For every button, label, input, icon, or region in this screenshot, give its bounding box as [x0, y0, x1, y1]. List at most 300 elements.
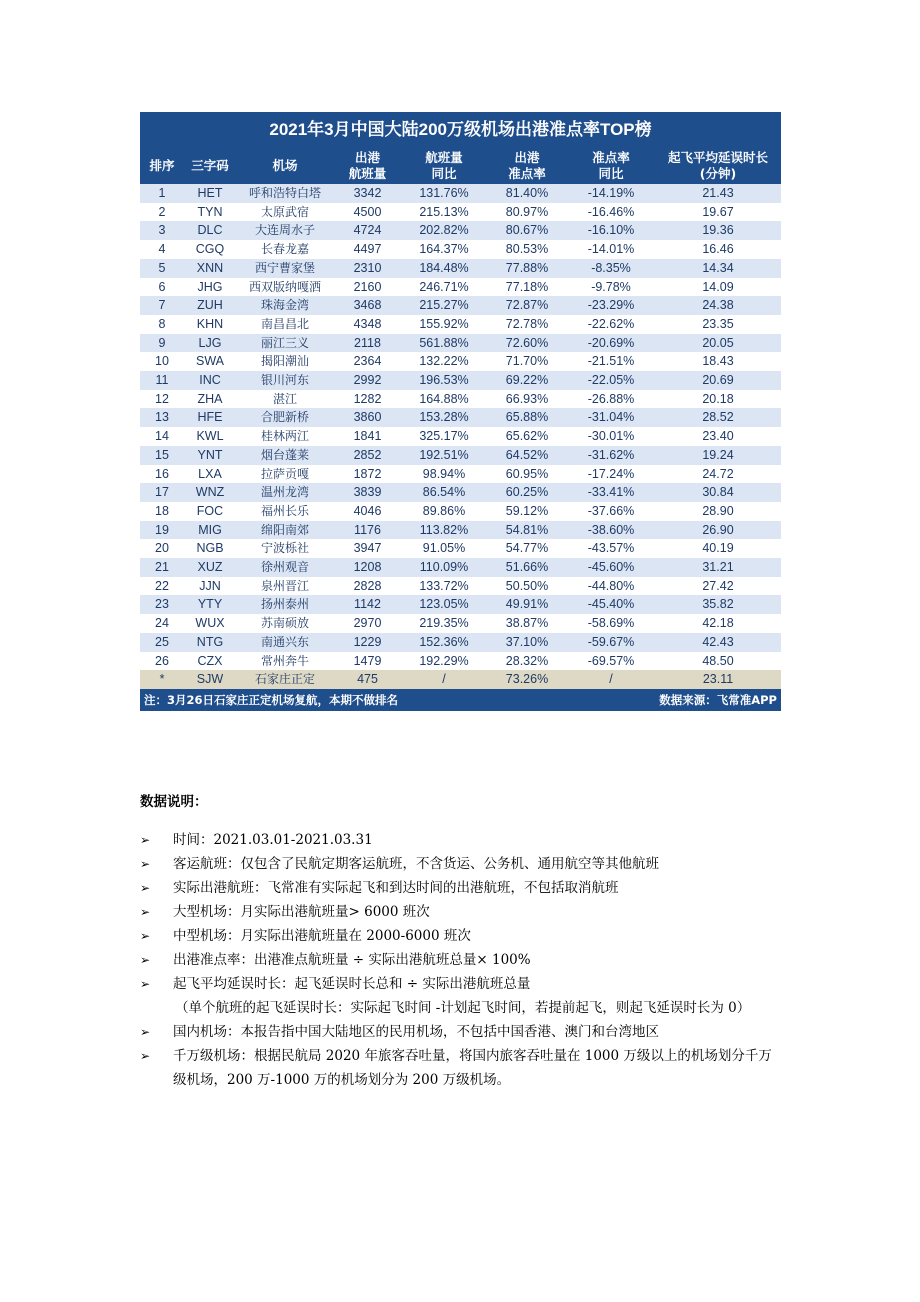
table-cell: 16	[140, 465, 184, 484]
table-cell: -30.01%	[567, 427, 655, 446]
table-row	[140, 502, 781, 521]
table-cell: 12	[140, 390, 184, 409]
table-cell: DLC	[184, 221, 236, 240]
table-cell: 24.38	[655, 296, 781, 315]
table-cell: 1208	[334, 558, 401, 577]
table-cell: 1872	[334, 465, 401, 484]
note-item	[140, 828, 780, 852]
note-text: 起飞平均延误时长：起飞延误时长总和 ÷ 实际出港航班总量	[173, 976, 531, 992]
note-text: 千万级机场：根据民航局 2020 年旅客吞吐量，将国内旅客吞吐量在 1000 万级以上的机场划分千万级机场，200 万-1000 万的机场划分为 200 万级机场。	[173, 1048, 772, 1088]
table-cell: 31.21	[655, 558, 781, 577]
arrow-bullet-icon: ➢	[140, 1049, 151, 1063]
table-row	[140, 315, 781, 334]
table-cell: -37.66%	[567, 502, 655, 521]
table-cell: 64.52%	[487, 446, 567, 465]
table-cell: 72.78%	[487, 315, 567, 334]
table-cell: 揭阳潮汕	[236, 352, 334, 371]
table-cell: 2828	[334, 577, 401, 596]
table-row	[140, 633, 781, 652]
ranking-table	[140, 148, 781, 689]
table-cell: 80.67%	[487, 221, 567, 240]
note-text: 出港准点率：出港准点航班量 ÷ 实际出港航班总量× 100%	[173, 952, 531, 968]
table-cell: 温州龙湾	[236, 483, 334, 502]
table-row	[140, 558, 781, 577]
table-cell: 4497	[334, 240, 401, 259]
table-cell: -58.69%	[567, 614, 655, 633]
table-cell: 石家庄正定	[236, 670, 334, 689]
table-cell: WNZ	[184, 483, 236, 502]
table-cell: 20.05	[655, 334, 781, 353]
table-cell: 桂林两江	[236, 427, 334, 446]
table-cell: 4348	[334, 315, 401, 334]
table-cell: 16.46	[655, 240, 781, 259]
header-cell	[401, 148, 487, 184]
table-cell: -45.60%	[567, 558, 655, 577]
table-cell: HFE	[184, 408, 236, 427]
header-cell	[655, 148, 781, 184]
table-cell: -69.57%	[567, 652, 655, 671]
table-cell: 2970	[334, 614, 401, 633]
table-cell: -33.41%	[567, 483, 655, 502]
table-cell: -20.69%	[567, 334, 655, 353]
table-cell: 20.18	[655, 390, 781, 409]
table-cell: 2118	[334, 334, 401, 353]
table-cell: 18.43	[655, 352, 781, 371]
note-text: 实际出港航班：飞常准有实际起飞和到达时间的出港航班，不包括取消航班	[173, 880, 619, 896]
table-row	[140, 595, 781, 614]
table-cell: 131.76%	[401, 184, 487, 203]
table-cell: 153.28%	[401, 408, 487, 427]
table-cell: 14.09	[655, 278, 781, 297]
table-cell: 4046	[334, 502, 401, 521]
table-cell: 2364	[334, 352, 401, 371]
table-cell: 28.32%	[487, 652, 567, 671]
table-cell: 325.17%	[401, 427, 487, 446]
table-cell: ZHA	[184, 390, 236, 409]
table-cell: 10	[140, 352, 184, 371]
table-cell: INC	[184, 371, 236, 390]
table-body	[140, 184, 781, 689]
table-cell: 南通兴东	[236, 633, 334, 652]
table-row	[140, 446, 781, 465]
table-cell: JJN	[184, 577, 236, 596]
table-cell: 6	[140, 278, 184, 297]
table-cell: 2160	[334, 278, 401, 297]
header-cell-line: 排序	[149, 158, 175, 173]
table-cell: 98.94%	[401, 465, 487, 484]
table-cell: 14.34	[655, 259, 781, 278]
table-cell: 1229	[334, 633, 401, 652]
table-cell: 3947	[334, 539, 401, 558]
header-cell-line: 航班量	[425, 150, 463, 165]
table-cell: 4500	[334, 203, 401, 222]
table-cell: -21.51%	[567, 352, 655, 371]
table-row	[140, 259, 781, 278]
table-cell: 50.50%	[487, 577, 567, 596]
arrow-bullet-icon: ➢	[140, 953, 151, 967]
table-cell: 23.35	[655, 315, 781, 334]
table-cell: 21.43	[655, 184, 781, 203]
table-cell: NGB	[184, 539, 236, 558]
table-cell: -14.01%	[567, 240, 655, 259]
table-cell: 烟台蓬莱	[236, 446, 334, 465]
table-cell: 246.71%	[401, 278, 487, 297]
table-cell: 2992	[334, 371, 401, 390]
table-cell: 苏南硕放	[236, 614, 334, 633]
note-item	[140, 900, 780, 924]
table-cell: 合肥新桥	[236, 408, 334, 427]
note-text: 客运航班：仅包含了民航定期客运航班，不含货运、公务机、通用航空等其他航班	[173, 856, 659, 872]
table-cell: 65.62%	[487, 427, 567, 446]
table-cell: 51.66%	[487, 558, 567, 577]
table-cell: KHN	[184, 315, 236, 334]
table-cell: -14.19%	[567, 184, 655, 203]
header-cell-line: 机场	[272, 158, 298, 173]
table-cell: 2	[140, 203, 184, 222]
arrow-bullet-icon: ➢	[140, 881, 151, 895]
table-cell: -23.29%	[567, 296, 655, 315]
table-cell: -43.57%	[567, 539, 655, 558]
table-cell: 1176	[334, 521, 401, 540]
table-cell: 9	[140, 334, 184, 353]
table-row	[140, 652, 781, 671]
table-row	[140, 408, 781, 427]
table-cell: 215.13%	[401, 203, 487, 222]
table-cell: JHG	[184, 278, 236, 297]
header-cell	[184, 148, 236, 184]
table-cell: -17.24%	[567, 465, 655, 484]
table-cell: 西双版纳嘎洒	[236, 278, 334, 297]
table-row	[140, 240, 781, 259]
note-item	[140, 852, 780, 876]
table-cell: 164.37%	[401, 240, 487, 259]
note-item	[140, 972, 780, 1020]
table-cell: SWA	[184, 352, 236, 371]
table-cell: 1282	[334, 390, 401, 409]
table-cell: 89.86%	[401, 502, 487, 521]
table-cell: YNT	[184, 446, 236, 465]
table-cell: 23.40	[655, 427, 781, 446]
table-cell: 184.48%	[401, 259, 487, 278]
table-row	[140, 184, 781, 203]
table-cell: 110.09%	[401, 558, 487, 577]
table-cell: -31.04%	[567, 408, 655, 427]
table-cell: 太原武宿	[236, 203, 334, 222]
table-cell: -31.62%	[567, 446, 655, 465]
table-cell: 196.53%	[401, 371, 487, 390]
table-cell: 132.22%	[401, 352, 487, 371]
table-row	[140, 483, 781, 502]
table-cell: 42.18	[655, 614, 781, 633]
table-cell: 28.52	[655, 408, 781, 427]
table-row	[140, 521, 781, 540]
table-cell: -16.10%	[567, 221, 655, 240]
table-cell: 14	[140, 427, 184, 446]
table-cell: 5	[140, 259, 184, 278]
table-cell: CGQ	[184, 240, 236, 259]
table-cell: 215.27%	[401, 296, 487, 315]
note-item	[140, 948, 780, 972]
table-cell: 49.91%	[487, 595, 567, 614]
table-cell: 123.05%	[401, 595, 487, 614]
table-cell: LXA	[184, 465, 236, 484]
table-cell: 银川河东	[236, 371, 334, 390]
table-cell: 19.24	[655, 446, 781, 465]
table-row	[140, 670, 781, 689]
note-item	[140, 1044, 780, 1092]
table-cell: *	[140, 670, 184, 689]
table-cell: 164.88%	[401, 390, 487, 409]
table-cell: 28.90	[655, 502, 781, 521]
table-title: 2021年3月中国大陆200万级机场出港准点率TOP榜	[140, 112, 781, 148]
note-subtext: （单个航班的起飞延误时长：实际起飞时间 -计划起飞时间，若提前起飞，则起飞延误时长为 0）	[175, 1000, 751, 1016]
table-cell: 91.05%	[401, 539, 487, 558]
table-cell: 南昌昌北	[236, 315, 334, 334]
table-cell: -45.40%	[567, 595, 655, 614]
table-cell: 192.51%	[401, 446, 487, 465]
table-footer	[140, 689, 781, 711]
table-row	[140, 278, 781, 297]
table-cell: XNN	[184, 259, 236, 278]
header-cell-line: 航班量	[348, 166, 387, 181]
table-cell: 40.19	[655, 539, 781, 558]
table-cell: 59.12%	[487, 502, 567, 521]
table-cell: NTG	[184, 633, 236, 652]
table-cell: -44.80%	[567, 577, 655, 596]
table-cell: -26.88%	[567, 390, 655, 409]
table-cell: 26	[140, 652, 184, 671]
table-cell: 常州奔牛	[236, 652, 334, 671]
table-cell: 65.88%	[487, 408, 567, 427]
table-cell: 泉州晋江	[236, 577, 334, 596]
ranking-table-panel	[140, 112, 781, 711]
table-cell: 192.29%	[401, 652, 487, 671]
table-cell: FOC	[184, 502, 236, 521]
table-cell: 38.87%	[487, 614, 567, 633]
table-cell: 福州长乐	[236, 502, 334, 521]
table-row	[140, 465, 781, 484]
table-cell: 长春龙嘉	[236, 240, 334, 259]
table-cell: 155.92%	[401, 315, 487, 334]
table-cell: CZX	[184, 652, 236, 671]
table-cell: 13	[140, 408, 184, 427]
note-text: 大型机场：月实际出港航班量> 6000 班次	[173, 904, 430, 920]
table-cell: 4	[140, 240, 184, 259]
header-cell-line: 准点率	[508, 166, 546, 181]
table-cell: /	[567, 670, 655, 689]
table-cell: -8.35%	[567, 259, 655, 278]
table-cell: 20	[140, 539, 184, 558]
table-cell: 3	[140, 221, 184, 240]
table-row	[140, 296, 781, 315]
table-cell: 2852	[334, 446, 401, 465]
table-cell: -38.60%	[567, 521, 655, 540]
table-row	[140, 577, 781, 596]
table-cell: 宁波栎社	[236, 539, 334, 558]
table-cell: 1841	[334, 427, 401, 446]
table-cell: /	[401, 670, 487, 689]
table-cell: 475	[334, 670, 401, 689]
table-cell: 1	[140, 184, 184, 203]
table-row	[140, 221, 781, 240]
table-cell: 37.10%	[487, 633, 567, 652]
header-cell-line: 起飞平均延误时长	[667, 150, 768, 165]
table-row	[140, 352, 781, 371]
table-cell: 扬州泰州	[236, 595, 334, 614]
table-cell: 呼和浩特白塔	[236, 184, 334, 203]
table-cell: MIG	[184, 521, 236, 540]
table-cell: 30.84	[655, 483, 781, 502]
table-cell: 8	[140, 315, 184, 334]
table-cell: 19.36	[655, 221, 781, 240]
header-cell-line: 出港	[514, 150, 540, 165]
table-cell: 81.40%	[487, 184, 567, 203]
table-cell: 77.88%	[487, 259, 567, 278]
table-cell: 1142	[334, 595, 401, 614]
table-cell: 19.67	[655, 203, 781, 222]
table-cell: 202.82%	[401, 221, 487, 240]
table-cell: 71.70%	[487, 352, 567, 371]
table-header-row	[140, 148, 781, 184]
table-cell: 2310	[334, 259, 401, 278]
note-text: 国内机场：本报告指中国大陆地区的民用机场，不包括中国香港、澳门和台湾地区	[173, 1024, 659, 1040]
table-cell: 11	[140, 371, 184, 390]
table-cell: 60.95%	[487, 465, 567, 484]
table-cell: -22.62%	[567, 315, 655, 334]
note-item	[140, 1020, 780, 1044]
header-cell	[334, 148, 401, 184]
table-cell: 徐州观音	[236, 558, 334, 577]
table-cell: 48.50	[655, 652, 781, 671]
header-cell-line: 出港	[354, 150, 380, 165]
note-text: 中型机场：月实际出港航班量在 2000-6000 班次	[173, 928, 471, 944]
table-cell: ZUH	[184, 296, 236, 315]
table-row	[140, 203, 781, 222]
table-cell: 15	[140, 446, 184, 465]
note-item	[140, 876, 780, 900]
table-cell: 72.60%	[487, 334, 567, 353]
arrow-bullet-icon: ➢	[140, 977, 151, 991]
table-cell: 26.90	[655, 521, 781, 540]
table-cell: 珠海金湾	[236, 296, 334, 315]
table-cell: -59.67%	[567, 633, 655, 652]
arrow-bullet-icon: ➢	[140, 905, 151, 919]
table-cell: 23.11	[655, 670, 781, 689]
table-cell: 73.26%	[487, 670, 567, 689]
table-cell: 拉萨贡嘎	[236, 465, 334, 484]
table-cell: 561.88%	[401, 334, 487, 353]
table-cell: XUZ	[184, 558, 236, 577]
table-cell: 69.22%	[487, 371, 567, 390]
table-cell: 大连周水子	[236, 221, 334, 240]
table-cell: 77.18%	[487, 278, 567, 297]
header-cell	[140, 148, 184, 184]
table-cell: 23	[140, 595, 184, 614]
table-cell: 3468	[334, 296, 401, 315]
table-cell: 86.54%	[401, 483, 487, 502]
table-cell: SJW	[184, 670, 236, 689]
table-row	[140, 614, 781, 633]
table-cell: 113.82%	[401, 521, 487, 540]
table-cell: 152.36%	[401, 633, 487, 652]
table-cell: 25	[140, 633, 184, 652]
footer-note: 注：3月26日石家庄正定机场复航，本期不做排名	[144, 692, 399, 707]
table-cell: 绵阳南郊	[236, 521, 334, 540]
header-cell-line: 三字码	[191, 158, 229, 173]
table-cell: 3839	[334, 483, 401, 502]
arrow-bullet-icon: ➢	[140, 929, 151, 943]
table-cell: KWL	[184, 427, 236, 446]
table-cell: 54.77%	[487, 539, 567, 558]
table-cell: -22.05%	[567, 371, 655, 390]
data-notes	[140, 790, 780, 1092]
header-cell-line: 同比	[598, 166, 624, 181]
header-cell	[236, 148, 334, 184]
arrow-bullet-icon: ➢	[140, 1025, 151, 1039]
table-cell: 17	[140, 483, 184, 502]
table-row	[140, 390, 781, 409]
notes-title: 数据说明：	[140, 794, 208, 810]
header-cell-line: 同比	[431, 166, 457, 181]
table-cell: HET	[184, 184, 236, 203]
table-cell: 60.25%	[487, 483, 567, 502]
table-cell: 35.82	[655, 595, 781, 614]
table-cell: TYN	[184, 203, 236, 222]
table-cell: 219.35%	[401, 614, 487, 633]
footer-source: 数据来源：飞常准APP	[659, 692, 777, 707]
header-cell-line: (分钟)	[699, 166, 737, 181]
table-row	[140, 334, 781, 353]
notes-list	[140, 828, 780, 1092]
table-cell: 4724	[334, 221, 401, 240]
table-cell: 66.93%	[487, 390, 567, 409]
note-item	[140, 924, 780, 948]
table-cell: 24.72	[655, 465, 781, 484]
table-cell: WUX	[184, 614, 236, 633]
table-cell: LJG	[184, 334, 236, 353]
table-cell: 1479	[334, 652, 401, 671]
table-cell: 湛江	[236, 390, 334, 409]
table-cell: 18	[140, 502, 184, 521]
table-cell: 80.97%	[487, 203, 567, 222]
table-cell: 42.43	[655, 633, 781, 652]
table-cell: YTY	[184, 595, 236, 614]
table-cell: -16.46%	[567, 203, 655, 222]
table-cell: 80.53%	[487, 240, 567, 259]
table-cell: 19	[140, 521, 184, 540]
table-cell: 21	[140, 558, 184, 577]
note-text: 时间：2021.03.01-2021.03.31	[173, 832, 373, 848]
table-row	[140, 427, 781, 446]
table-cell: 3342	[334, 184, 401, 203]
header-cell	[567, 148, 655, 184]
arrow-bullet-icon: ➢	[140, 857, 151, 871]
table-cell: 133.72%	[401, 577, 487, 596]
header-cell-line: 准点率	[592, 150, 630, 165]
table-cell: 27.42	[655, 577, 781, 596]
table-cell: 24	[140, 614, 184, 633]
table-cell: 54.81%	[487, 521, 567, 540]
header-cell	[487, 148, 567, 184]
table-cell: -9.78%	[567, 278, 655, 297]
table-cell: 7	[140, 296, 184, 315]
table-cell: 72.87%	[487, 296, 567, 315]
table-cell: 22	[140, 577, 184, 596]
table-row	[140, 371, 781, 390]
table-cell: 丽江三义	[236, 334, 334, 353]
table-cell: 西宁曹家堡	[236, 259, 334, 278]
table-cell: 20.69	[655, 371, 781, 390]
